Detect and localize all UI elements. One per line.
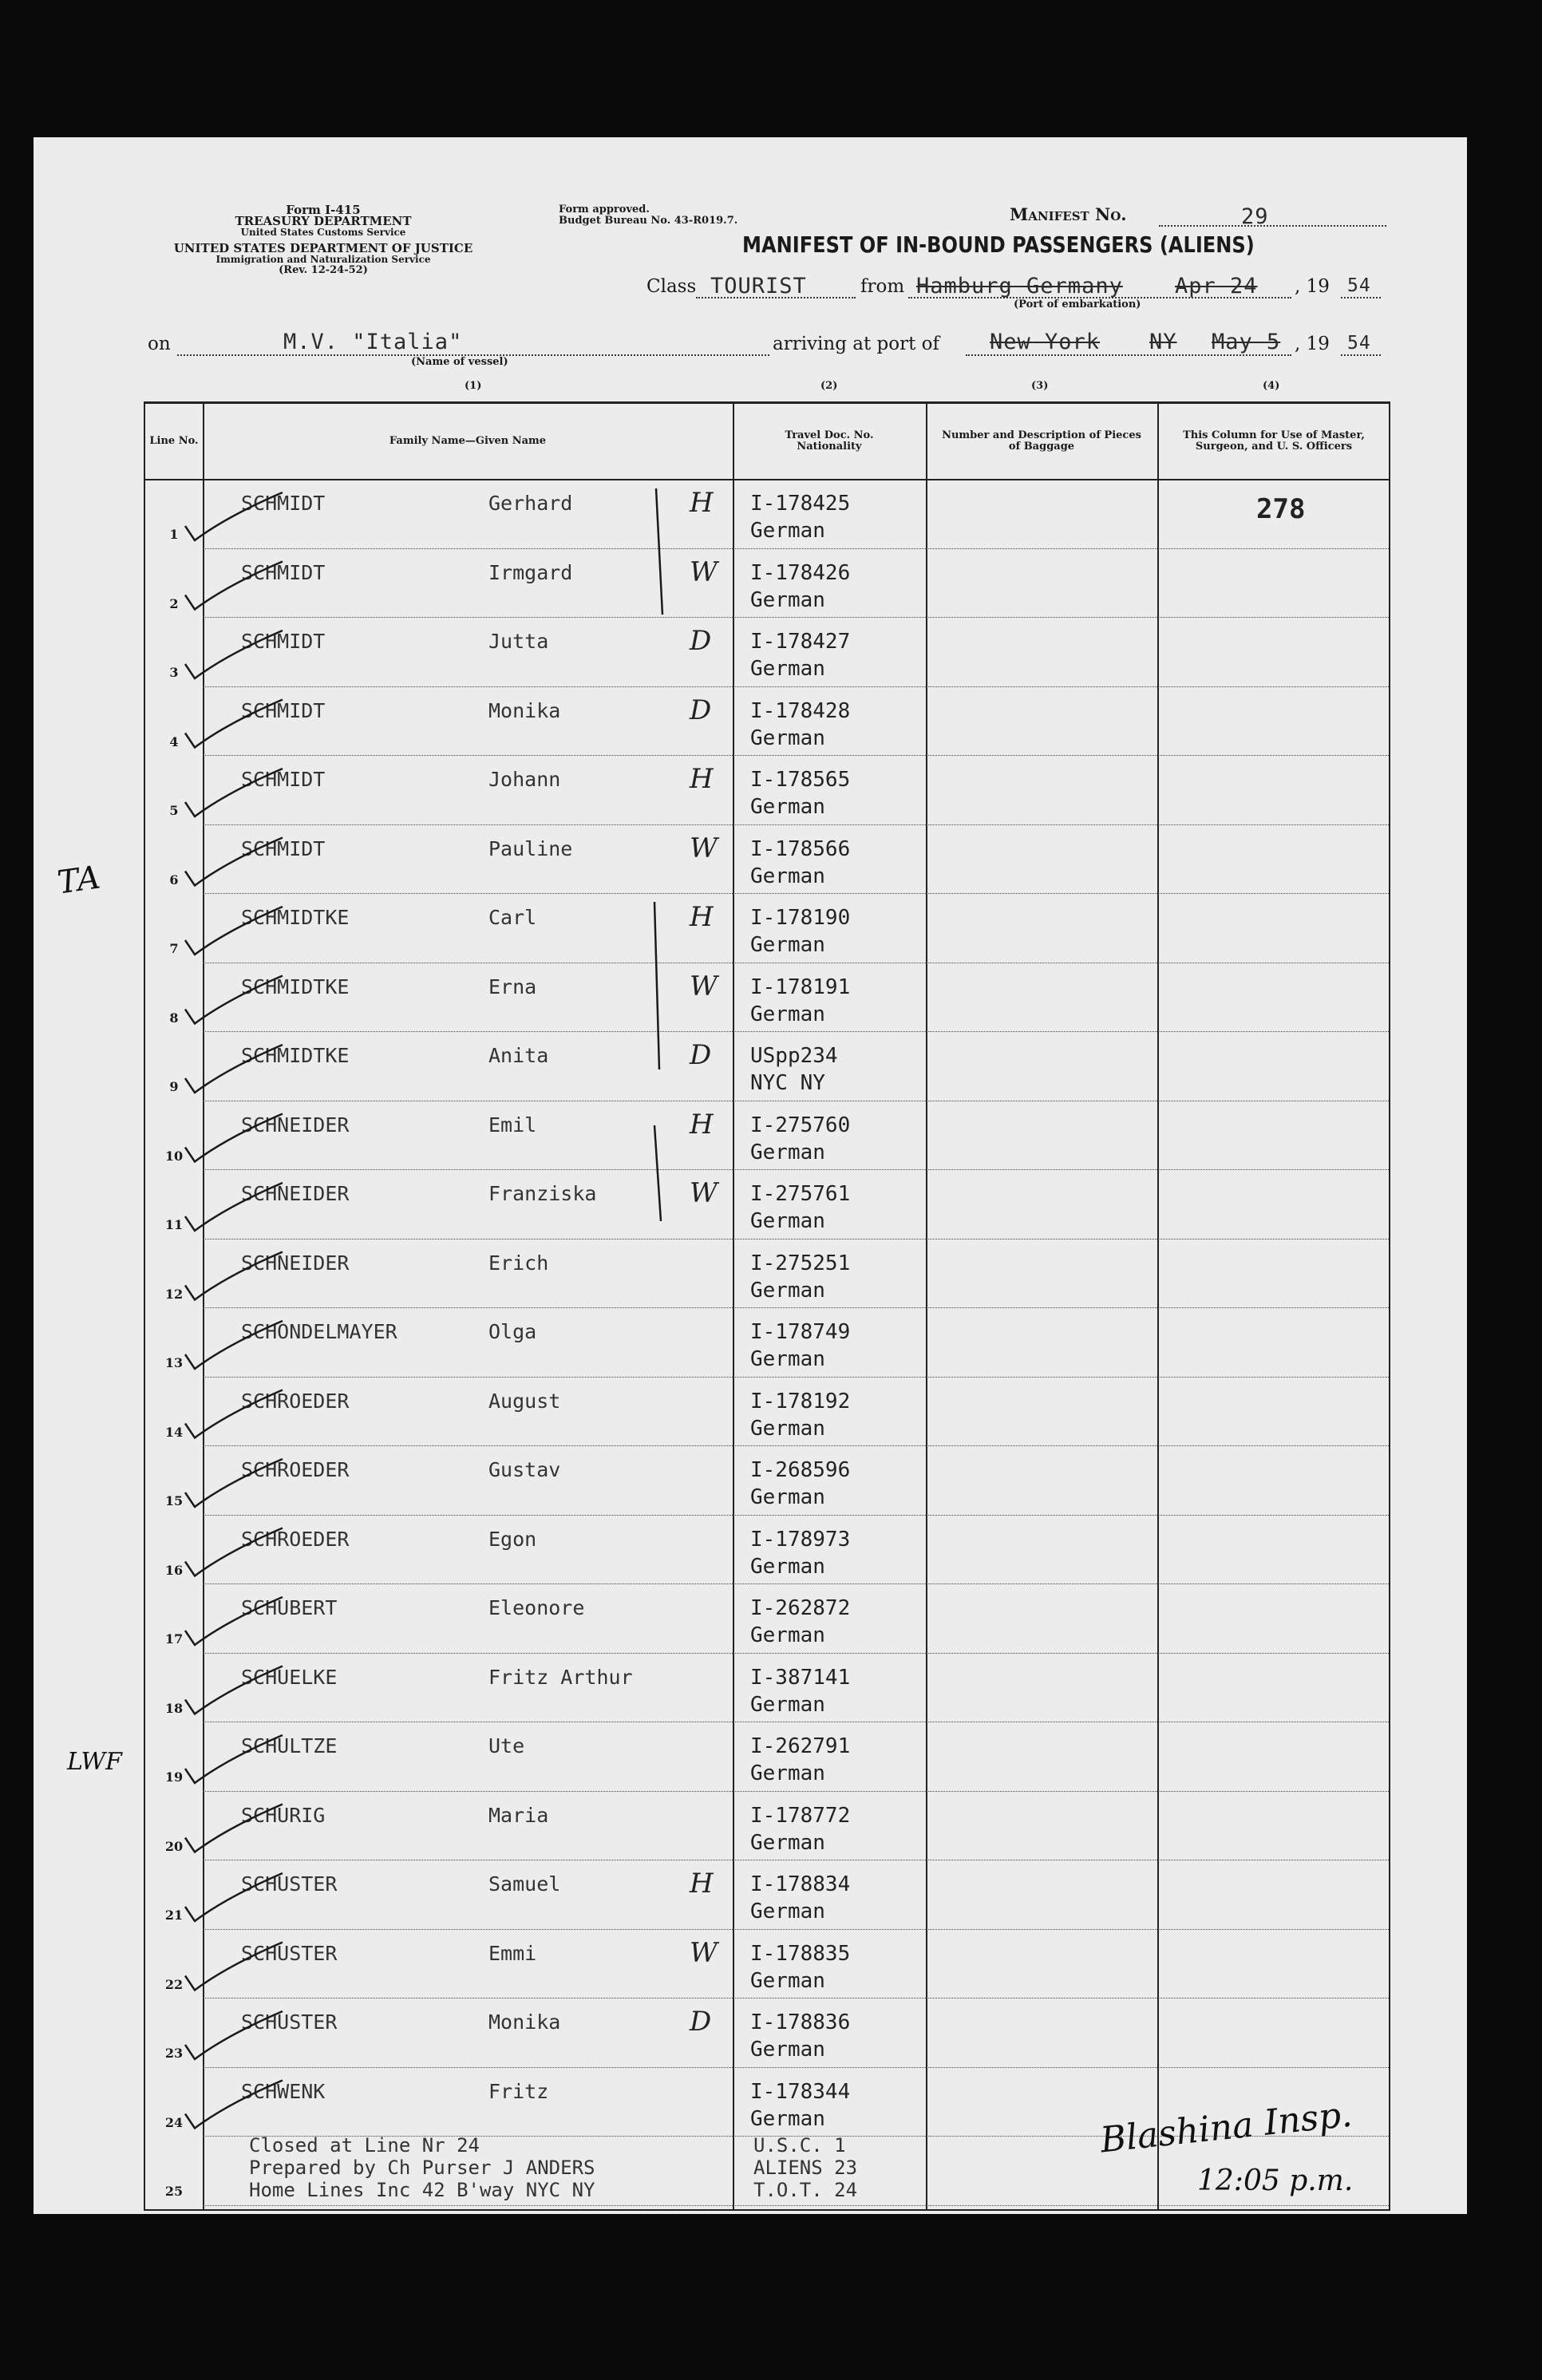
travel-doc-number: I-387141 [750, 1665, 851, 1690]
col-header-line: Line No. [149, 435, 199, 447]
nationality: German [750, 1623, 825, 1647]
budget-text: Budget Bureau No. 43-R019.7. [559, 215, 738, 227]
family-name: SCHMIDT [241, 768, 326, 791]
check-mark [185, 1805, 283, 1852]
depart-year: 54 [1347, 275, 1371, 296]
family-name: SCHROEDER [241, 1389, 350, 1413]
check-mark [185, 631, 283, 678]
col-header-baggage: Number and Description of Pieces of Baggage [942, 429, 1141, 453]
relation-mark: H [690, 763, 714, 795]
check-mark [185, 700, 283, 748]
approved-text: Form approved. [559, 204, 650, 215]
embark-caption: (Port of embarkation) [1014, 298, 1141, 310]
travel-doc-number: I-275761 [750, 1182, 851, 1206]
family-name: SCHMIDT [241, 492, 326, 515]
embark-port: Hamburg Germany [916, 274, 1123, 298]
arrival-date: May 5 [1212, 330, 1281, 354]
family-name: SCHUELKE [241, 1665, 338, 1689]
line-number: 22 [164, 1976, 184, 1992]
manifest-label: Manifest No. [1010, 204, 1127, 224]
col-header-name: Family Name—Given Name [389, 435, 547, 447]
given-name: Franziska [488, 1182, 597, 1205]
nationality: German [750, 725, 825, 750]
family-name: SCHMIDT [241, 836, 326, 860]
year-prefix-2: , 19 [1295, 334, 1330, 354]
travel-doc-number: USpp234 [750, 1044, 838, 1068]
inspector-signature: Blashina Insp. [1098, 2093, 1354, 2161]
check-mark [185, 1183, 283, 1231]
given-name: Egon [488, 1527, 537, 1551]
relation-mark: H [690, 1868, 714, 1900]
travel-doc-number: I-178428 [750, 698, 851, 723]
relation-mark: W [690, 832, 718, 864]
nationality: German [750, 2106, 825, 2131]
on-label: on [148, 334, 171, 354]
officer-note: 278 [1256, 493, 1306, 525]
nationality: German [750, 1002, 825, 1026]
family-name: SCHMIDTKE [241, 1044, 350, 1067]
class-value: TOURIST [710, 274, 807, 298]
check-mark [185, 838, 283, 886]
nationality: German [750, 1554, 825, 1579]
col-num-1: (1) [465, 380, 482, 392]
check-mark [185, 1735, 283, 1783]
travel-doc-number: I-178772 [750, 1803, 851, 1828]
class-label: Class [646, 276, 697, 297]
line-number: 14 [164, 1424, 184, 1440]
given-name: Johann [488, 768, 561, 791]
given-name: Maria [488, 1803, 549, 1827]
check-mark [185, 1321, 283, 1369]
line-number: 8 [169, 1010, 179, 1026]
line-number: 10 [164, 1148, 184, 1164]
travel-doc-number: I-178426 [750, 560, 851, 585]
check-mark [185, 1459, 283, 1507]
travel-doc-number: I-178427 [750, 630, 851, 654]
col-header-travel: Travel Doc. No. Nationality [785, 429, 874, 453]
relation-mark: W [690, 555, 718, 588]
given-name: Gustav [488, 1458, 561, 1481]
check-mark [185, 1528, 283, 1576]
travel-doc-number: I-178425 [750, 492, 851, 516]
line-number: 17 [164, 1631, 184, 1647]
line-number: 16 [164, 1562, 184, 1578]
given-name: Anita [488, 1044, 549, 1067]
line-number: 20 [164, 1838, 184, 1854]
family-name: SCHUSTER [241, 1941, 338, 1965]
nationality: German [750, 1209, 825, 1233]
family-name: SCHNEIDER [241, 1182, 350, 1205]
line-number: 23 [164, 2046, 184, 2061]
col-num-4: (4) [1263, 380, 1280, 392]
family-name: SCHONDELMAYER [241, 1320, 397, 1343]
depart-date: Apr 24 [1175, 274, 1258, 298]
line-number: 9 [169, 1079, 179, 1094]
vessel-name: M.V. "Italia" [283, 330, 463, 354]
total-aliens: ALIENS 23 [753, 2157, 858, 2179]
travel-doc-number: I-262872 [750, 1596, 851, 1620]
relation-mark: W [690, 1936, 718, 1969]
closing-line-1: Closed at Line Nr 24 [249, 2134, 480, 2157]
family-name: SCHNEIDER [241, 1251, 350, 1275]
travel-doc-number: I-178191 [750, 975, 851, 999]
given-name: Erich [488, 1251, 549, 1275]
line-number: 12 [164, 1286, 184, 1302]
nationality: German [750, 1761, 825, 1785]
line-number: 19 [164, 1769, 184, 1785]
inspection-time: 12:05 p.m. [1197, 2165, 1354, 2197]
line-number: 1 [169, 527, 179, 542]
nationality: German [750, 1416, 825, 1441]
line-number: 21 [164, 1908, 184, 1923]
family-name: SCHNEIDER [241, 1113, 350, 1137]
travel-doc-number: I-275251 [750, 1251, 851, 1275]
travel-doc-number: I-268596 [750, 1458, 851, 1482]
travel-doc-number: I-178835 [750, 1941, 851, 1966]
travel-doc-number: I-178749 [750, 1320, 851, 1344]
family-name: SCHMIDT [241, 698, 326, 722]
given-name: Samuel [488, 1872, 561, 1896]
given-name: Irmgard [488, 560, 573, 584]
line-number: 13 [164, 1355, 184, 1370]
given-name: Gerhard [488, 492, 573, 515]
nationality: NYC NY [750, 1071, 825, 1095]
line-number: 3 [169, 665, 179, 680]
check-mark [185, 1045, 283, 1093]
relation-mark: H [690, 487, 714, 519]
given-name: Emmi [488, 1941, 537, 1965]
arriving-label: arriving at port of [773, 334, 939, 354]
family-name: SCHULTZE [241, 1734, 338, 1757]
given-name: Eleonore [488, 1596, 585, 1619]
ins-service: Immigration and Naturalization Service [215, 254, 431, 265]
check-mark [185, 976, 283, 1024]
year-prefix-1: , 19 [1295, 276, 1330, 297]
line-number: 11 [164, 1217, 184, 1232]
line-number: 2 [169, 595, 179, 611]
given-name: Monika [488, 2010, 561, 2034]
nationality: German [750, 933, 825, 957]
check-mark [185, 907, 283, 955]
nationality: German [750, 1140, 825, 1164]
nationality: German [750, 1900, 825, 1923]
nationality: German [750, 587, 825, 612]
check-mark [185, 1114, 283, 1162]
given-name: Monika [488, 698, 561, 722]
justice-dept: UNITED STATES DEPARTMENT OF JUSTICE [173, 241, 473, 255]
relation-mark: D [690, 625, 712, 657]
margin-note-1: TA [55, 859, 103, 902]
given-name: Pauline [488, 836, 573, 860]
travel-doc-number: I-178190 [750, 906, 851, 930]
from-label: from [860, 276, 905, 297]
line-number: 7 [169, 941, 179, 956]
family-name: SCHMIDTKE [241, 906, 350, 929]
given-name: Carl [488, 906, 537, 929]
nationality: German [750, 864, 825, 888]
arrival-state: NY [1149, 330, 1177, 354]
nationality: German [750, 1968, 825, 1993]
form-number: Form I-415 [286, 203, 361, 217]
vessel-caption: (Name of vessel) [411, 356, 508, 368]
nationality: German [750, 1485, 825, 1509]
travel-doc-number: I-178834 [750, 1872, 851, 1896]
given-name: Jutta [488, 630, 549, 653]
relation-mark: W [690, 1177, 718, 1209]
relation-mark: H [690, 1108, 714, 1141]
travel-doc-number: I-178344 [750, 2079, 851, 2104]
manifest-number: 29 [1241, 204, 1269, 229]
check-mark [185, 1390, 283, 1438]
arrival-year: 54 [1347, 333, 1371, 354]
nationality: German [750, 1347, 825, 1371]
given-name: Fritz Arthur [488, 1665, 633, 1689]
customs-service: United States Customs Service [240, 227, 406, 238]
check-mark [185, 492, 283, 540]
line-number: 25 [164, 2184, 184, 2199]
family-name: SCHWENK [241, 2079, 326, 2103]
line-number: 5 [169, 803, 179, 818]
given-name: Emil [488, 1113, 537, 1137]
check-mark [185, 1873, 283, 1921]
line-number: 24 [164, 2114, 184, 2130]
nationality: German [750, 1692, 825, 1717]
margin-note-2: LWF [67, 1748, 122, 1776]
col-num-2: (2) [820, 380, 838, 392]
family-name: SCHURIG [241, 1803, 326, 1827]
nationality: German [750, 657, 825, 681]
travel-doc-number: I-178836 [750, 2010, 851, 2034]
family-name: SCHUSTER [241, 1872, 338, 1896]
check-mark [185, 562, 283, 610]
nationality: German [750, 519, 825, 543]
travel-doc-number: I-178192 [750, 1389, 851, 1413]
check-mark [185, 1252, 283, 1300]
given-name: Ute [488, 1734, 525, 1757]
family-name: SCHROEDER [241, 1458, 350, 1481]
nationality: German [750, 1278, 825, 1303]
relation-mark: D [690, 1039, 712, 1071]
treasury-dept: TREASURY DEPARTMENT [235, 214, 412, 228]
col-num-3: (3) [1031, 380, 1049, 392]
travel-doc-number: I-178565 [750, 768, 851, 792]
total-tot: T.O.T. 24 [753, 2179, 858, 2201]
given-name: August [488, 1389, 561, 1413]
closing-line-2: Prepared by Ch Purser J ANDERS [249, 2157, 595, 2179]
line-number: 6 [169, 872, 179, 888]
relation-mark: H [690, 901, 714, 933]
line-number: 15 [164, 1493, 184, 1508]
total-usc: U.S.C. 1 [753, 2134, 846, 2157]
family-name: SCHUSTER [241, 2010, 338, 2034]
arrival-port: New York [990, 330, 1101, 354]
relation-mark: D [690, 2006, 712, 2038]
family-name: SCHROEDER [241, 1527, 350, 1551]
family-name: SCHMIDT [241, 560, 326, 584]
travel-doc-number: I-262791 [750, 1734, 851, 1758]
relation-mark: D [690, 694, 712, 726]
check-mark [185, 1597, 283, 1645]
check-mark [185, 1666, 283, 1714]
family-name: SCHUBERT [241, 1596, 338, 1619]
family-name: SCHMIDT [241, 630, 326, 653]
manifest-title: MANIFEST OF IN-BOUND PASSENGERS (ALIENS) [742, 231, 1255, 258]
nationality: German [750, 2038, 825, 2062]
travel-doc-number: I-275760 [750, 1113, 851, 1137]
travel-doc-number: I-178566 [750, 836, 851, 861]
relation-mark: W [690, 970, 718, 1002]
travel-doc-number: I-178973 [750, 1527, 851, 1552]
line-number: 4 [169, 733, 179, 749]
check-mark [185, 1943, 283, 1991]
check-mark [185, 2011, 283, 2059]
closing-line-3: Home Lines Inc 42 B'way NYC NY [249, 2179, 595, 2201]
col-header-officers: This Column for Use of Master, Surgeon, and U. S. Officers [1183, 429, 1365, 453]
given-name: Erna [488, 975, 537, 998]
family-name: SCHMIDTKE [241, 975, 350, 998]
check-mark [185, 769, 283, 816]
given-name: Fritz [488, 2079, 549, 2103]
line-number: 18 [164, 1700, 184, 1716]
given-name: Olga [488, 1320, 537, 1343]
bracket-mark [654, 488, 662, 1221]
revision: (Rev. 12-24-52) [279, 264, 368, 276]
nationality: German [750, 1830, 825, 1855]
nationality: German [750, 795, 825, 819]
check-mark [185, 2081, 283, 2129]
